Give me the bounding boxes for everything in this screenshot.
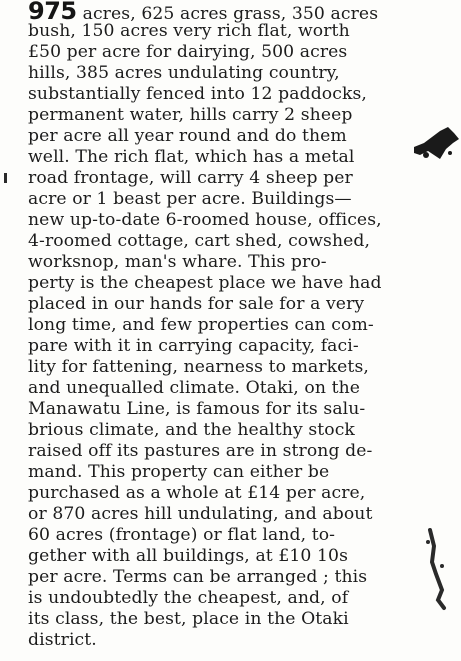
listing-line-4: hills, 385 acres undulating country, <box>28 63 340 83</box>
listing-line-13: worksnop, man's whare. This pro- <box>28 252 327 272</box>
listing-line-8: well. The rich flat, which has a metal <box>28 147 355 167</box>
margin-speck <box>2 170 10 186</box>
listing-line-21: brious climate, and the healthy stock <box>28 420 355 440</box>
listing-line-9: road frontage, will carry 4 sheep per <box>28 168 353 188</box>
listing-line-1 <box>28 0 379 25</box>
ink-speck-mark <box>416 520 461 615</box>
listing-line-23: mand. This property can either be <box>28 462 330 482</box>
listing-line-22: raised off its pastures are in strong de- <box>28 441 373 461</box>
ink-blot-mark <box>410 125 461 170</box>
listing-line-24: purchased as a whole at £14 per acre, <box>28 483 366 503</box>
listing-line-17: pare with it in carrying capacity, faci- <box>28 336 359 356</box>
listing-line-14: perty is the cheapest place we have had <box>28 273 382 293</box>
listing-line-2: bush, 150 acres very rich flat, worth <box>28 21 350 41</box>
listing-line-29: is undoubtedly the cheapest, and, of <box>28 588 349 608</box>
listing-line-18: lity for fattening, nearness to markets, <box>28 357 369 377</box>
listing-line-30: its class, the best, place in the Otaki <box>28 609 349 629</box>
listing-line-16: long time, and few properties can com- <box>28 315 374 335</box>
listing-line-27: gether with all buildings, at £10 10s <box>28 546 349 566</box>
lot-number: 975 <box>28 0 77 25</box>
listing-line-5: substantially fenced into 12 paddocks, <box>28 84 367 104</box>
listing-line-19: and unequalled climate. Otaki, on the <box>28 378 361 398</box>
listing-line-3: £50 per acre for dairying, 500 acres <box>28 42 348 62</box>
listing-line-31: district. <box>28 630 97 650</box>
listing-line-10: acre or 1 beast per acre. Buildings— <box>28 189 352 209</box>
listing-line-20: Manawatu Line, is famous for its salu- <box>28 399 366 419</box>
listing-line-12: 4-roomed cottage, cart shed, cowshed, <box>28 231 371 251</box>
listing-line-7: per acre all year round and do them <box>28 126 347 146</box>
listing-line-28: per acre. Terms can be arranged ; this <box>28 567 368 587</box>
listing-line-6: permanent water, hills carry 2 sheep <box>28 105 353 125</box>
listing-line-25: or 870 acres hill undulating, and about <box>28 504 373 524</box>
listing-line-15: placed in our hands for sale for a very <box>28 294 365 314</box>
listing-line-26: 60 acres (frontage) or flat land, to- <box>28 525 336 545</box>
listing-line-11: new up-to-date 6-roomed house, offices, <box>28 210 382 230</box>
listing-line-text: acres, 625 acres grass, 350 acres <box>82 4 379 24</box>
